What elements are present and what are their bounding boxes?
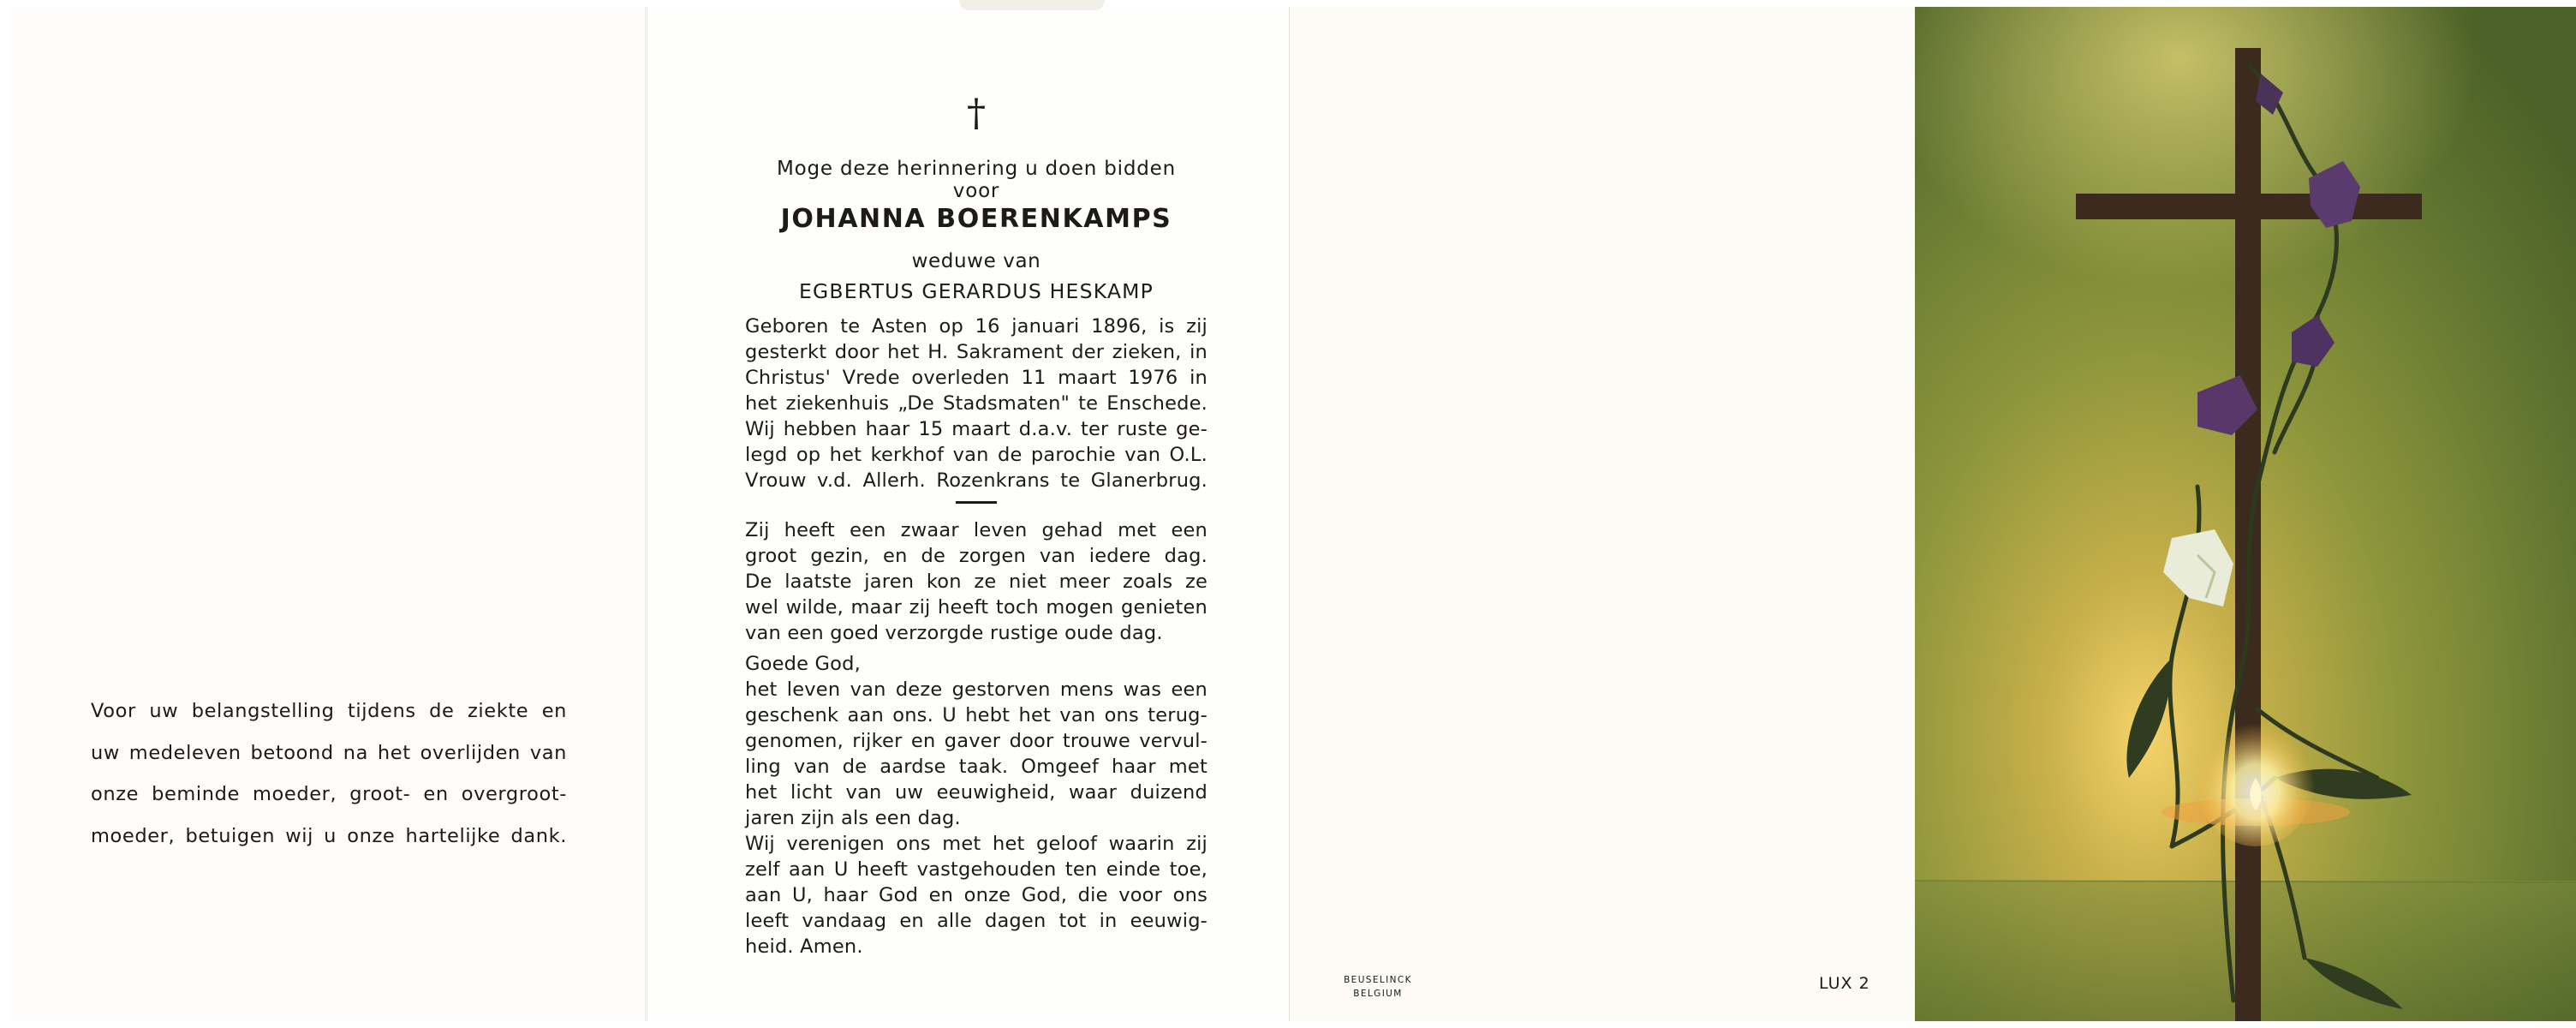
- intro-line: Moge deze herinnering u doen bidden voor: [777, 158, 1176, 202]
- bio-line: Christus' Vrede overleden 11 maart 1976 in: [745, 367, 1208, 389]
- prayer-line: Wij verenigen ons met het geloof waarin zij: [745, 833, 1208, 855]
- bio-line: gesterkt door het H. Sakrament der zieken, in: [745, 341, 1208, 363]
- spouse-name: EGBERTUS GERARDUS HESKAMP: [798, 279, 1154, 303]
- thanks-line: uw medeleven betoond na het overlijden van: [91, 741, 567, 764]
- life-line: wel wilde, maar zij heeft toch mogen genieten: [745, 596, 1208, 619]
- thanks-line: onze beminde moeder, groot- en overgroot-: [91, 783, 567, 805]
- bio-line: Geboren te Asten op 16 januari 1896, is zij: [745, 315, 1208, 338]
- life-line: groot gezin, en de zorgen van iedere dag.: [745, 545, 1208, 567]
- prayer-line: ling van de aardse taak. Omgeef haar met: [745, 756, 1208, 778]
- prayer-line: genomen, rijker en gaver door trouwe vervul-: [745, 730, 1208, 752]
- prayer-line: jaren zijn als een dag.: [745, 807, 961, 829]
- bio-line: Vrouw v.d. Allerh. Rozenkrans te Glanerbrug.: [745, 469, 1208, 492]
- bio-line: het ziekenhuis „De Stadsmaten" te Enschede.: [745, 392, 1208, 415]
- life-line: van een goed verzorgde rustige oude dag.: [745, 622, 1163, 644]
- section-divider: [956, 501, 997, 504]
- back-panel: [1290, 7, 1915, 1021]
- imprint-country: BELGIUM: [1353, 989, 1403, 999]
- thanks-panel: [9, 7, 646, 1021]
- prayer-line: heid. Amen.: [745, 935, 863, 958]
- prayer-line: Goede God,: [745, 653, 861, 675]
- life-paragraph: [745, 517, 1208, 646]
- photo-panel: [1915, 7, 2576, 1021]
- fold-notch: [959, 0, 1105, 10]
- card-code: LUX 2: [1819, 974, 1870, 993]
- bio-line: legd op het kerkhof van de parochie van O.L.: [745, 444, 1208, 466]
- prayer-line: het leven van deze gestorven mens was een: [745, 678, 1208, 701]
- publisher-imprint: [1331, 973, 1425, 1001]
- bio-line: Wij hebben haar 15 maart d.a.v. ter ruste ge-: [745, 418, 1208, 440]
- prayer-line: zelf aan U heeft vastgehouden ten einde toe,: [745, 858, 1208, 881]
- biography-paragraph: [745, 314, 1208, 493]
- thanks-line: Voor uw belangstelling tijdens de ziekte en: [91, 700, 567, 722]
- imprint-name: BEUSELINCK: [1344, 975, 1412, 985]
- prayer-line: geschenk aan ons. U hebt het van ons terug-: [745, 704, 1208, 726]
- widow-of-label: weduwe van: [911, 250, 1041, 272]
- cross-candle-photo: [1915, 7, 2576, 1021]
- deceased-name: JOHANNA BOERENKAMPS: [780, 204, 1172, 234]
- life-line: Zij heeft een zwaar leven gehad met een: [745, 519, 1208, 541]
- prayer-paragraph: [745, 651, 1208, 959]
- thanks-line: moeder, betuigen wij u onze hartelijke dank.: [91, 824, 567, 847]
- thanks-text: [91, 690, 567, 857]
- prayer-line: aan U, haar God en onze God, die voor ons: [745, 884, 1208, 906]
- prayer-line: leeft vandaag en alle dagen tot in eeuwig-: [745, 910, 1208, 932]
- life-line: De laatste jaren kon ze niet meer zoals ze: [745, 571, 1208, 593]
- cross-icon: †: [967, 92, 986, 135]
- prayer-line: het licht van uw eeuwigheid, waar duizend: [745, 781, 1208, 804]
